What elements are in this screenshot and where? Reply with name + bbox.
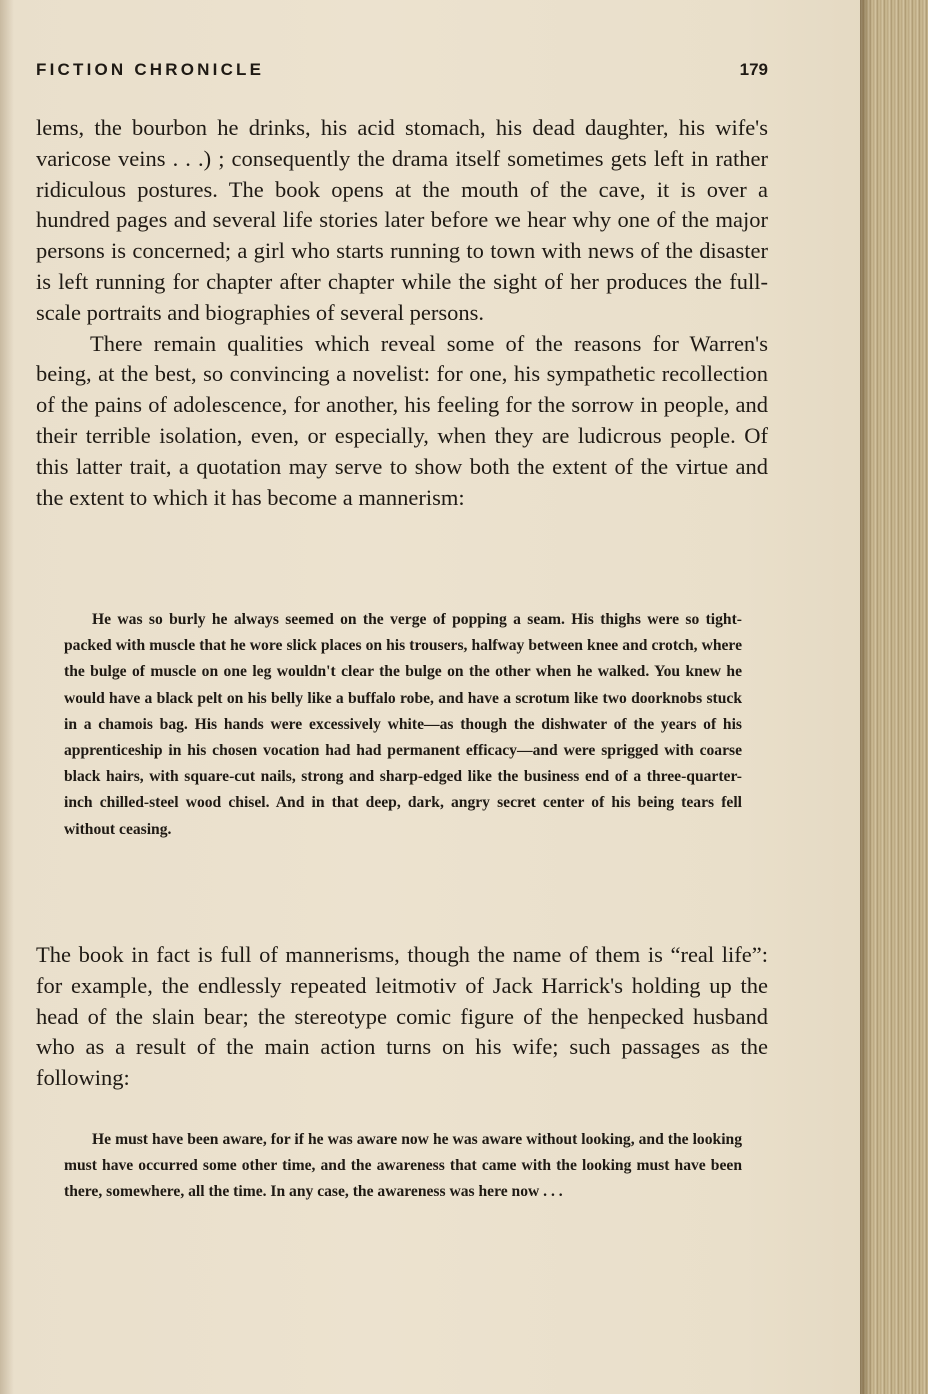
gutter-shadow: [0, 0, 14, 1394]
paragraph-1: lems, the bourbon he drinks, his acid stomach, his dead daughter, his wife's varicose veins . . .) ; consequently the drama itself sometimes gets left in rather ridiculous postures. The book opens at the mouth of the cave, it is over a hundred pages and several life stories later before we hear why one of the major persons is concerned; a girl who starts running to town with news of the disaster is left running for chapter after chapter while the sight of her produces the full-scale portraits and biographies of several persons.: [36, 115, 768, 325]
book-page-edges: [860, 0, 928, 1394]
paragraph-3: The book in fact is full of mannerisms, though the name of them is “real life”: for example, the endlessly repeated leitmotiv of Jack Harrick's holding up the head of the slain bear; the stereotype comic figure of the henpecked husband who as a result of the main action turns on his wife; such passages as the following:: [36, 942, 768, 1091]
body-text: [36, 113, 768, 513]
block-quote-1: He was so burly he always seemed on the verge of popping a seam. His thighs were so tight-packed with muscle that he wore slick places on his trousers, halfway between knee and crotch, where the bulge of muscle on one leg wouldn't clear the bulge on the other when he walked. You knew he would have a black pelt on his belly like a buffalo robe, and have a scrotum like two doorknobs stuck in a chamois bag. His hands were excessively white—as though the dishwater of the years of his apprenticeship in his chosen vocation had had permanent efficacy—and were sprigged with coarse black hairs, with square-cut nails, strong and sharp-edged like the business end of a three-quarter-inch chilled-steel wood chisel. And in that deep, dark, angry secret center of his being tears fell without ceasing.: [64, 611, 742, 838]
page-header: [36, 60, 768, 86]
page-number: 179: [739, 60, 768, 79]
running-head: FICTION CHRONICLE: [36, 60, 265, 79]
paragraph-2: There remain qualities which reveal some of the reasons for Warren's being, at the best, so convincing a novelist: for one, his sympathetic recollection of the pains of adolescence, for another, his feeling for the sorrow in people, and their terrible isolation, even, or especially, when they are ludicrous people. Of this latter trait, a quotation may serve to show both the extent of the virtue and the extent to which it has become a mannerism:: [36, 330, 768, 510]
block-quote-2: He must have been aware, for if he was aware now he was aware without looking, and the looking must have occurred some other time, and the awareness that came with the looking must have been there, somewhere, all the time. In any case, the awareness was here now . . .: [64, 1131, 742, 1201]
